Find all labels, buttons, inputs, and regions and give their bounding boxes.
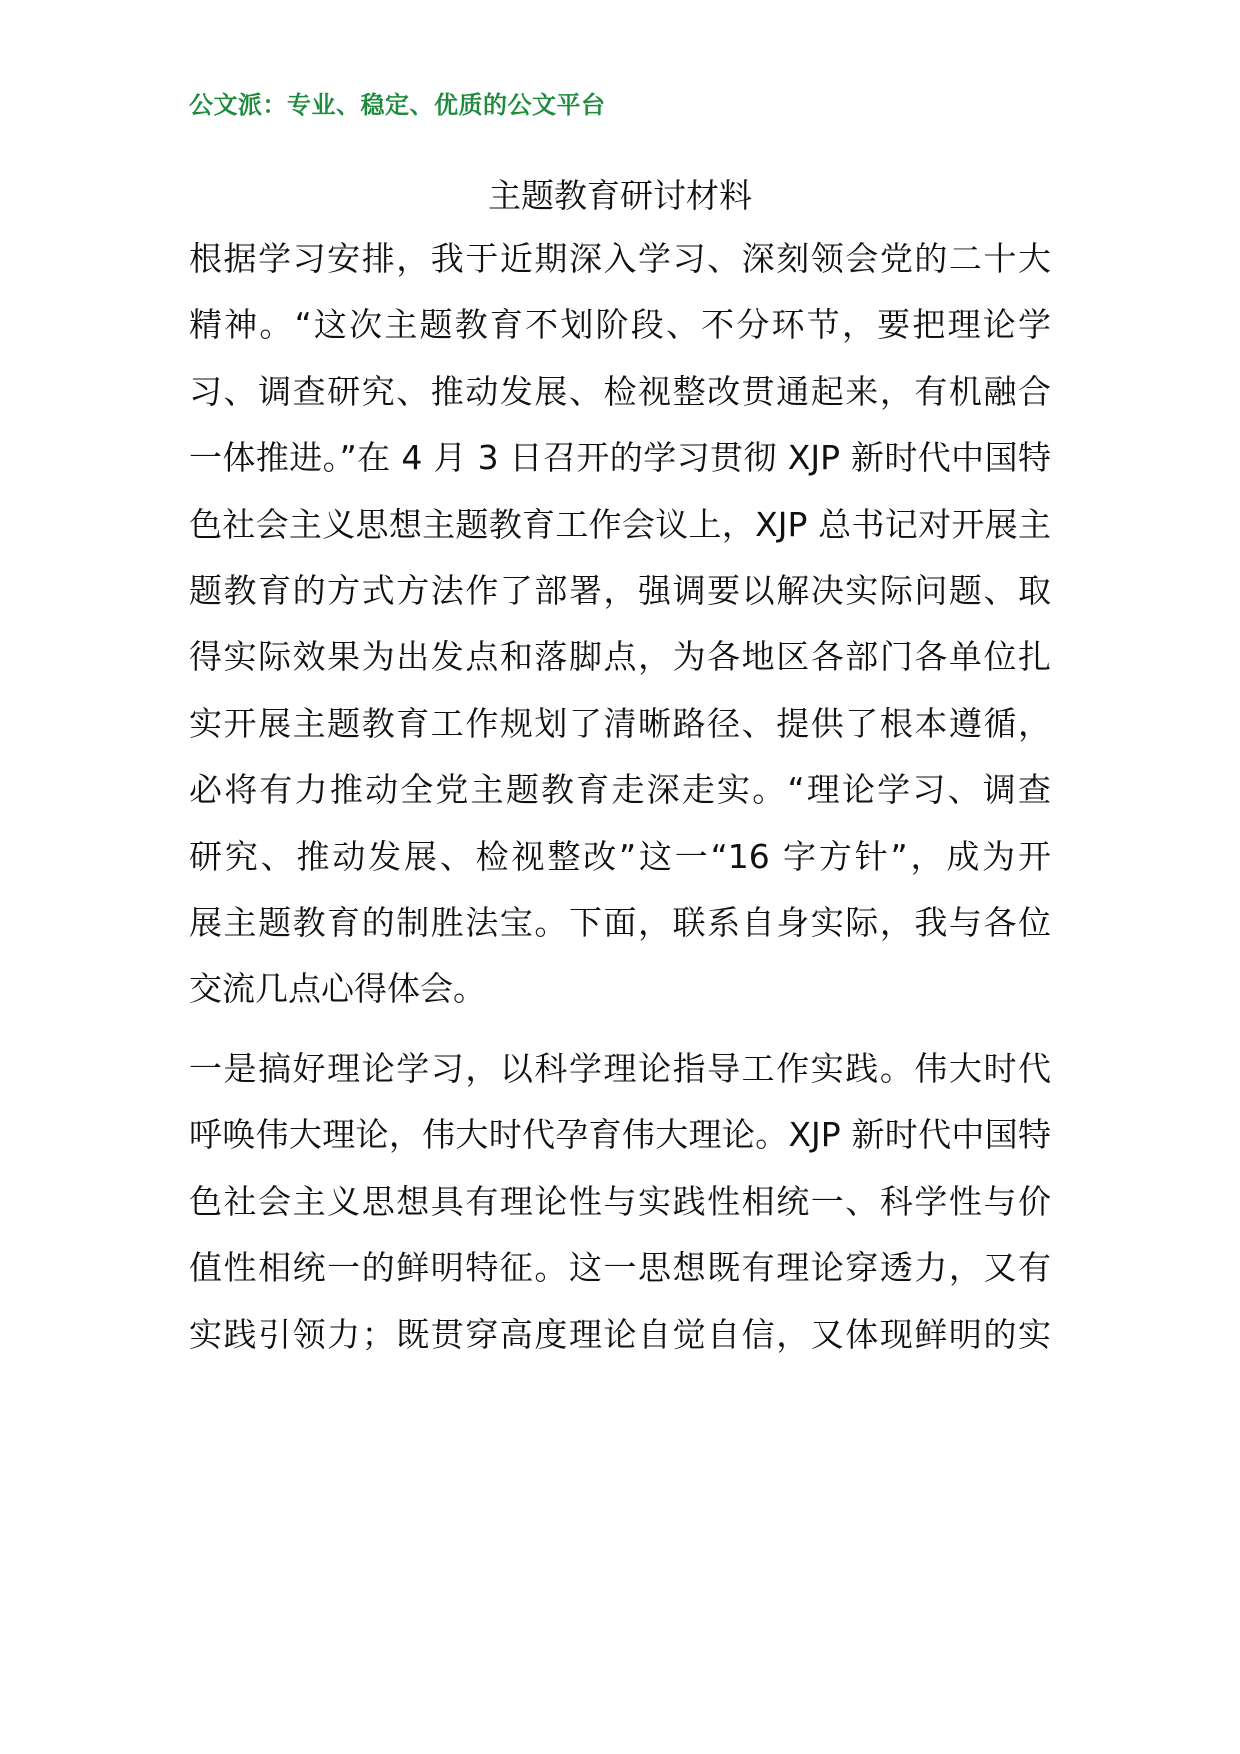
paragraph-line: 实践引领力；既贯穿高度理论自觉自信，又体现鲜明的实 (189, 1314, 1051, 1354)
paragraph-line: 展主题教育的制胜法宝。下面，联系自身实际，我与各位 (189, 903, 1051, 942)
paragraph-line: 题教育的方式方法作了部署，强调要以解决实际问题、取 (189, 571, 1051, 610)
header-banner: 公文派：专业、稳定、优质的公文平台 (189, 91, 606, 119)
paragraph-line: 研究、推动发展、检视整改”这一“16 字方针”，成为开 (189, 836, 1051, 876)
paragraph-line: 根据学习安排，我于近期深入学习、深刻领会党的二十大 (189, 239, 1051, 278)
document-title: 主题教育研讨材料 (488, 176, 752, 215)
paragraph-line: 一体推进。”在 4 月 3 日召开的学习贯彻 XJP 新时代中国特 (189, 438, 1051, 478)
paragraph-line: 呼唤伟大理论，伟大时代孕育伟大理论。XJP 新时代中国特 (189, 1115, 1051, 1155)
paragraph-line: 习、调查研究、推动发展、检视整改贯通起来，有机融合 (189, 371, 1051, 411)
paragraph-line: 实开展主题教育工作规划了清晰路径、提供了根本遵循， (189, 703, 1051, 743)
paragraph-line: 色社会主义思想主题教育工作会议上，XJP 总书记对开展主 (189, 504, 1051, 544)
paragraph-line: 值性相统一的鲜明特征。这一思想既有理论穿透力，又有 (189, 1248, 1051, 1288)
paragraph-line: 必将有力推动全党主题教育走深走实。“理论学习、调查 (189, 770, 1051, 810)
paragraph-line: 色社会主义思想具有理论性与实践性相统一、科学性与价 (189, 1181, 1051, 1221)
paragraph-line: 交流几点心得体会。 (189, 969, 486, 1009)
paragraph-line: 得实际效果为出发点和落脚点，为各地区各部门各单位扎 (189, 637, 1051, 677)
paragraph-line: 一是搞好理论学习，以科学理论指导工作实践。伟大时代 (189, 1049, 1051, 1088)
paragraph-line: 精神。“这次主题教育不划阶段、不分环节，要把理论学 (189, 305, 1051, 345)
